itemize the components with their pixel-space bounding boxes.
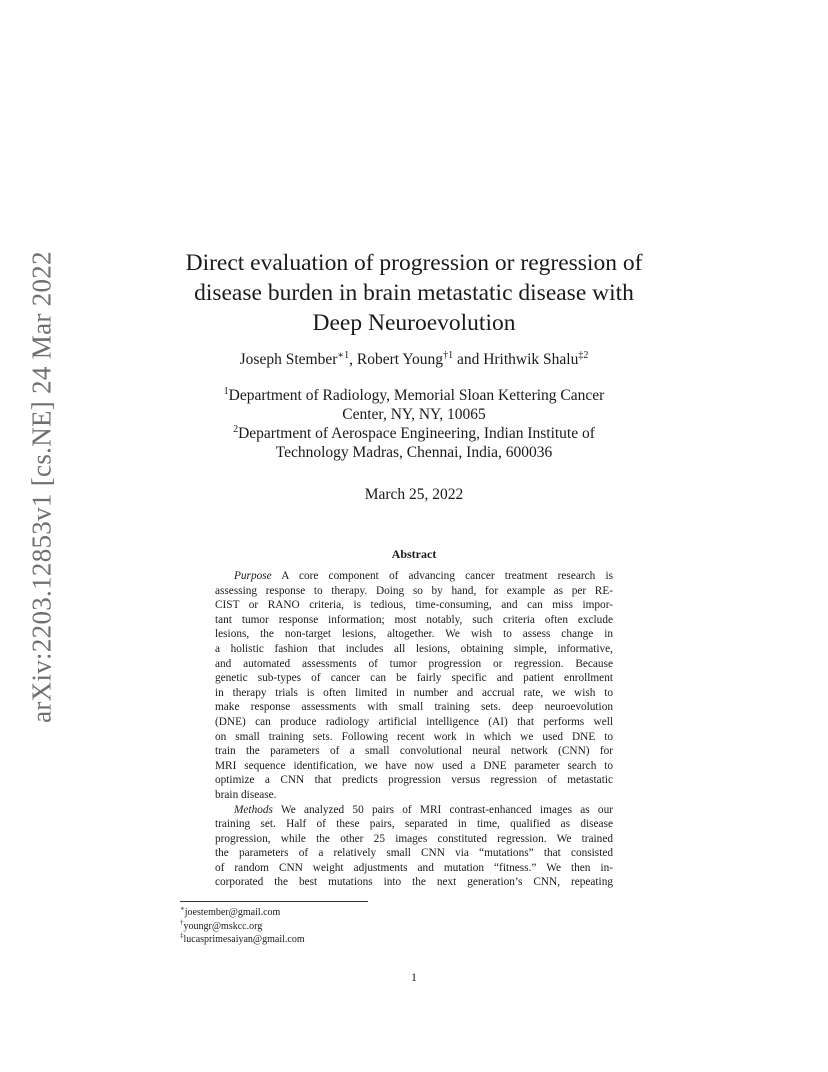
footnote-3-email: lucasprimesaiyan@gmail.com: [183, 934, 305, 945]
footnote-divider: [180, 901, 368, 902]
footnote-3: [180, 933, 305, 947]
paper-title: [150, 248, 678, 338]
purpose-line-1: [215, 569, 613, 584]
purpose-label: Purpose: [234, 570, 272, 582]
affiliations: [150, 386, 678, 462]
purpose-line: (DNE) can produce radiology artificial intelligence (AI) that performs well: [215, 715, 613, 728]
paper-date: March 25, 2022: [364, 486, 464, 503]
purpose-line: train the parameters of a small convolutional neural network (CNN) for: [215, 745, 613, 758]
title-line-1: Direct evaluation of progression or regression of: [185, 250, 643, 276]
purpose-line: lesions, the non-target lesions, altogether. We wish to assess change in: [215, 628, 613, 641]
purpose-line: a holistic fashion that includes all lesions, obtaining simple, informative,: [215, 642, 613, 655]
footnote-1-mark: ∗: [180, 904, 185, 913]
footnote-2-mark: †: [180, 918, 184, 927]
purpose-line-text: A core component of advancing cancer treatment research is: [271, 570, 613, 582]
purpose-line: and automated assessments of tumor progression or regression. Because: [215, 657, 613, 670]
affiliation-1-line-2: Center, NY, NY, 10065: [342, 406, 486, 423]
footnote-1: [180, 906, 305, 920]
affiliation-2-mark: 2: [233, 423, 239, 435]
footnote-2-email: youngr@mskcc.org: [183, 920, 263, 932]
author-2: , Robert Young: [349, 351, 444, 368]
purpose-line: on small training sets. Following recent work in which we used DNE to: [215, 730, 613, 743]
methods-label: Methods: [234, 803, 273, 816]
affiliation-2-line-1: [150, 424, 678, 443]
purpose-line: tant tumor response information; most notably, such criteria often exclude: [215, 613, 613, 626]
purpose-line: brain disease.: [215, 788, 277, 801]
abstract-body: [215, 569, 613, 890]
affiliation-1-text: Department of Radiology, Memorial Sloan Kettering Cancer: [228, 387, 605, 404]
author-3: and Hrithwik Shalu: [453, 351, 579, 368]
purpose-line: MRI sequence identification, we have now used a DNE parameter search to: [215, 759, 613, 772]
methods-line: training set. Half of these pairs, separated in time, qualified as disease: [215, 818, 613, 831]
author-3-mark: ‡2: [578, 349, 589, 361]
author-list: [150, 351, 678, 369]
affiliation-2-line-2: Technology Madras, Chennai, India, 600036: [275, 444, 553, 461]
purpose-line: CIST or RANO criteria, is tedious, time-consuming, and can miss impor-: [215, 599, 613, 612]
author-2-mark: †1: [443, 349, 454, 361]
affiliation-2-text: Department of Aerospace Engineering, Indian Institute of: [238, 425, 595, 442]
affiliation-1-line-1: [150, 386, 678, 405]
footnote-3-mark: ‡: [180, 931, 184, 940]
author-1-mark: ∗1: [337, 349, 350, 361]
footnote-1-email: joestember@gmail.com: [184, 907, 281, 918]
page-number: 1: [411, 970, 417, 984]
title-line-3: Deep Neuroevolution: [312, 310, 516, 336]
title-line-2: disease burden in brain metastatic disease with: [194, 280, 634, 306]
purpose-line: optimize a CNN that predicts progression versus regression of metastatic: [215, 774, 613, 787]
methods-line-text: We analyzed 50 pairs of MRI contrast-enhanced images as our: [272, 803, 613, 816]
purpose-line: make response assessments with small training sets. deep neuroevolution: [215, 701, 613, 714]
methods-line-1: [215, 803, 613, 818]
abstract-heading: Abstract: [391, 547, 437, 561]
footnotes: [180, 906, 305, 947]
purpose-line: in therapy trials is often limited in number and accrual rate, we wish to: [215, 686, 613, 699]
arxiv-identifier-text: arXiv:2203.12853v1 [cs.NE] 24 Mar 2022: [26, 251, 57, 723]
arxiv-identifier: [18, 251, 66, 723]
purpose-line: assessing response to therapy. Doing so by hand, for example as per RE-: [215, 584, 613, 597]
footnote-2: [180, 920, 305, 934]
methods-line: progression, while the other 25 images constituted regression. We trained: [215, 832, 613, 845]
methods-line: the parameters of a relatively small CNN via “mutations” that consisted: [215, 847, 613, 860]
methods-line: of random CNN weight adjustments and mutation “fitness.” We then in-: [215, 861, 613, 874]
methods-line: corporated the best mutations into the next generation’s CNN, repeating: [215, 876, 613, 889]
author-1: Joseph Stember: [239, 351, 338, 368]
purpose-line: genetic sub-types of cancer can be fairly specific and patient enrollment: [215, 672, 613, 685]
affiliation-1-mark: 1: [223, 385, 229, 397]
